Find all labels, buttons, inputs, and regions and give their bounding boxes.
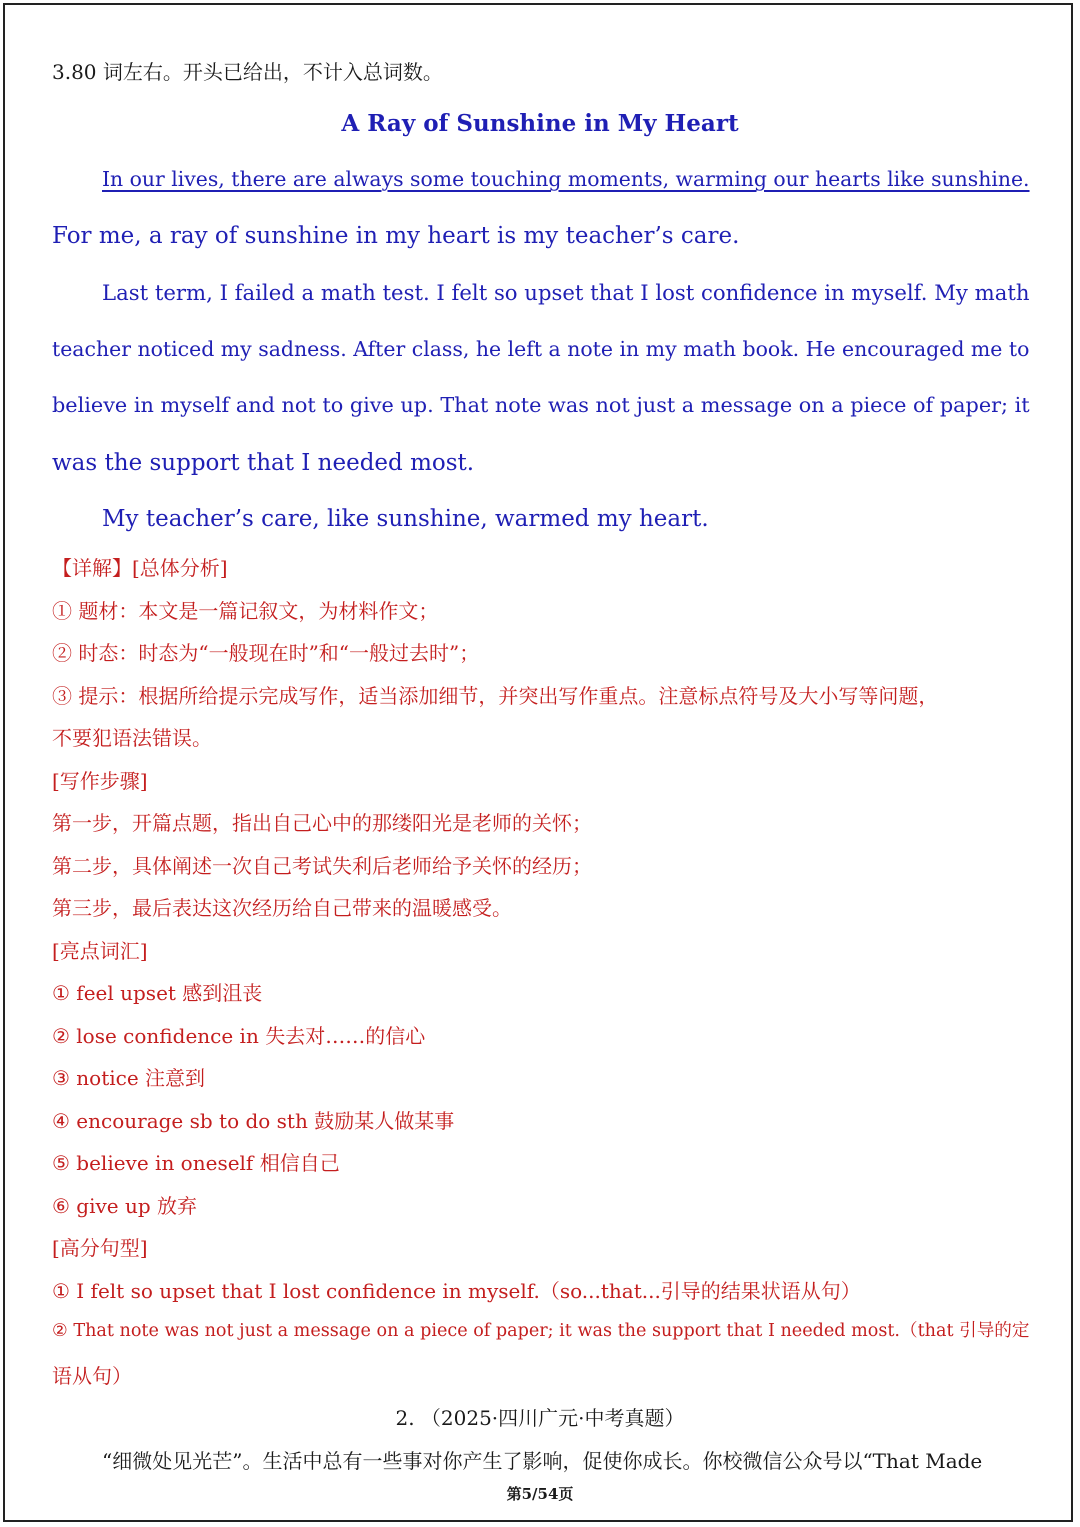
sentence-item: ① I felt so upset that I lost confidence in myself.（so...that...引导的结果状语从句） [52,1279,861,1303]
essay-line: was the support that I needed most. [52,450,475,476]
essay-line: Last term, I failed a math test. I felt so upset that I lost confidence in myself. My math [102,280,1030,305]
vocab-header: [亮点词汇] [52,939,148,963]
essay-given-opening: In our lives, there are always some touching moments, warming our hearts like sunshine. [102,167,1030,191]
analysis-header: 【详解】[总体分析] [52,556,228,580]
instruction-line: 3.80 词左右。开头已给出，不计入总词数。 [52,60,443,84]
essay-title: A Ray of Sunshine in My Heart [341,110,739,137]
page-number: 第5/54页 [506,1485,574,1503]
vocab-item: ③ notice 注意到 [52,1066,206,1090]
essay-line: teacher noticed my sadness. After class, he left a note in my math book. He encouraged me to [52,337,1030,361]
vocab-item: ⑥ give up 放弃 [52,1194,198,1218]
steps-header: [写作步骤] [52,769,148,793]
writing-step: 第二步，具体阐述一次自己考试失利后老师给予关怀的经历； [52,854,592,878]
sentence-item: ② That note was not just a message on a piece of paper; it was the support that I needed most.（that 引导的定 [52,1321,1030,1341]
sentence-item: 语从句） [52,1364,132,1388]
writing-step: 第一步，开篇点题，指出自己心中的那缕阳光是老师的关怀； [52,811,592,835]
vocab-item: ① feel upset 感到沮丧 [52,981,263,1005]
analysis-point: ② 时态：时态为“一般现在时”和“一般过去时”； [52,641,480,665]
vocab-item: ⑤ believe in oneself 相信自己 [52,1151,340,1175]
vocab-item: ④ encourage sb to do sth 鼓励某人做某事 [52,1109,455,1133]
writing-step: 第三步，最后表达这次经历给自己带来的温暖感受。 [52,896,512,920]
essay-line: My teacher’s care, like sunshine, warmed my heart. [102,506,709,532]
essay-line: For me, a ray of sunshine in my heart is my teacher’s care. [52,223,740,249]
question-text: “细微处见光芒”。生活中总有一些事对你产生了影响，促使你成长。你校微信公众号以“That Made [102,1449,983,1473]
essay-line: believe in myself and not to give up. That note was not just a message on a piece of paper; it [52,393,1030,417]
sentences-header: [高分句型] [52,1236,148,1260]
analysis-point: ① 题材：本文是一篇记叙文，为材料作文； [52,599,439,623]
vocab-item: ② lose confidence in 失去对……的信心 [52,1024,426,1048]
analysis-point: ③ 提示：根据所给提示完成写作，适当添加细节，并突出写作重点。注意标点符号及大小写等问题， [52,684,939,708]
question-number: 2. （2025·四川广元·中考真题） [395,1406,685,1430]
analysis-point: 不要犯语法错误。 [52,726,212,750]
